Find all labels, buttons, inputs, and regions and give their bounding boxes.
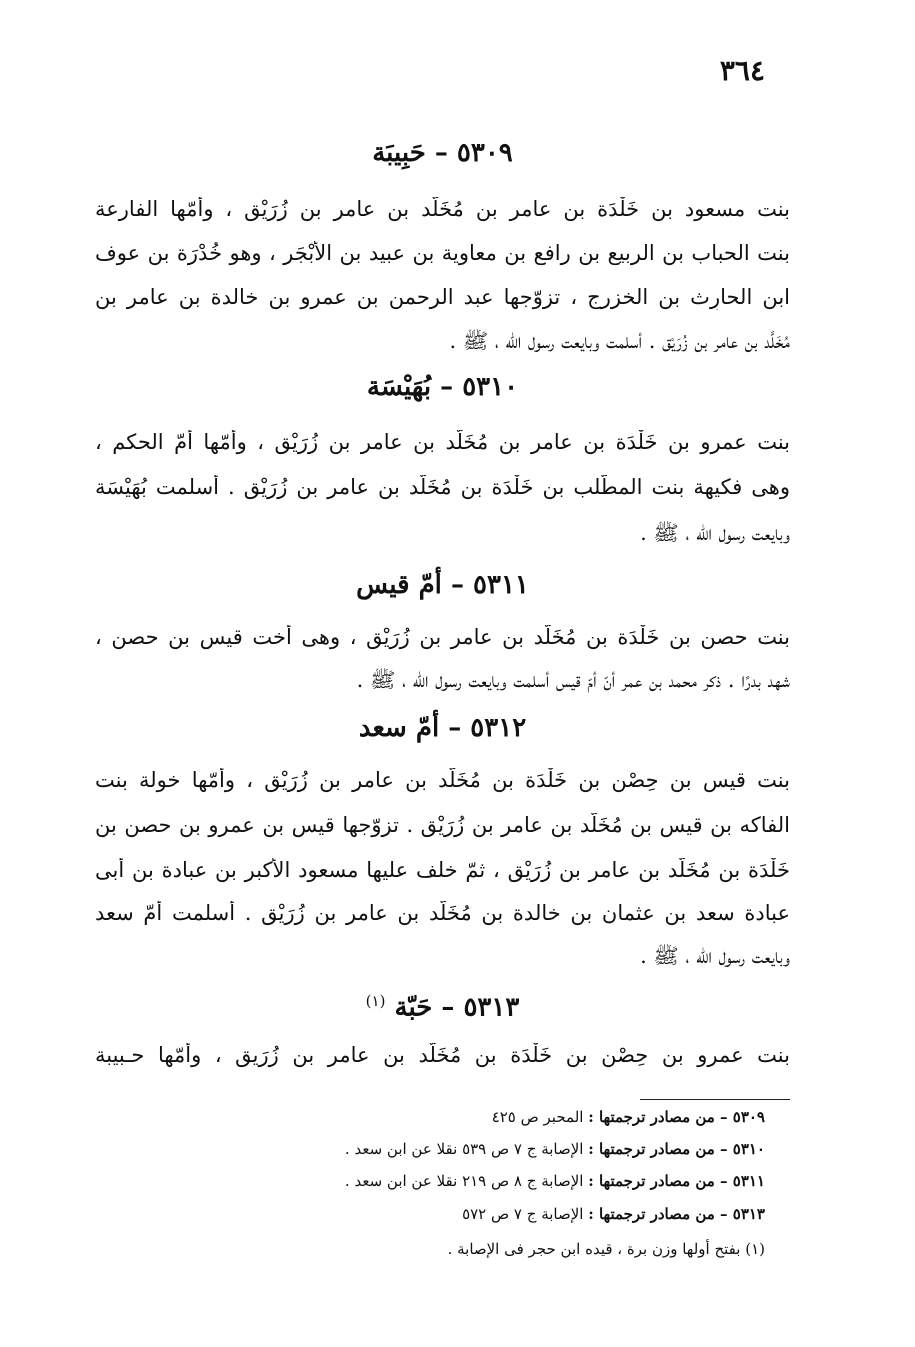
entry-line: بنت عمرو بن حِصْن بن خَلْدَة بن مُخَلَّد بن عامر بن زُرَيق ، وأمّها حـبيبة bbox=[95, 1043, 790, 1067]
entry-line: بنت حصن بن خَلْدَة بن مُخَلَّد بن عامر بن زُرَيْق ، وهى أخت قيس بن حصن ، bbox=[95, 625, 790, 649]
footnote-label: ٥٣١١ – من مصادر ترجمتها : bbox=[588, 1172, 765, 1190]
footnote-divider bbox=[640, 1099, 790, 1100]
entry-title bbox=[95, 992, 790, 1023]
footnote-text: الإصابة ج ٧ ص ٥٧٢ bbox=[462, 1205, 584, 1223]
entry-line: بنت مسعود بن خَلْدَة بن عامر بن مُخَلَّد بن عامر بن زُرَيْق ، وأمّها الفارعة bbox=[95, 197, 790, 221]
footnote-text: الإصابة ج ٨ ص ٢١٩ نقلا عن ابن سعد . bbox=[344, 1172, 584, 1190]
entry-line: وبايعت رسول الله ، ﷺ . bbox=[640, 944, 790, 968]
entry-title: ٥٣٠٩ – حَبِيبَة bbox=[372, 138, 513, 168]
footnote-label: ٥٣٠٩ – من مصادر ترجمتها : bbox=[588, 1108, 765, 1126]
entry-line: ابن الحارِث بن الخزرج ، تزوّجها عبد الرحمن بن عمرو بن خالدة بن عامر بن bbox=[95, 285, 790, 309]
entry-title: ٥٣١٢ – أمّ سعد bbox=[358, 713, 527, 743]
entry-title-text: ٥٣١٣ – حَبّة bbox=[394, 992, 520, 1023]
entry-line: بنت عمرو بن خَلْدَة بن عامر بن مُخَلَّد بن عامر بن زُرَيْق ، وأمّها أمّ الحكم ، bbox=[95, 430, 790, 454]
footnote-text: المحبر ص ٤٢٥ bbox=[491, 1108, 584, 1126]
footnote-marker: (١) bbox=[365, 992, 386, 1010]
entry-title: ٥٣١١ – أمّ قيس bbox=[356, 570, 529, 600]
footnote-text: الإصابة ج ٧ ص ٥٣٩ نقلا عن ابن سعد . bbox=[344, 1140, 584, 1158]
page-number: ٣٦٤ bbox=[719, 54, 765, 87]
footnote bbox=[165, 1240, 765, 1258]
footnote bbox=[165, 1140, 765, 1158]
footnote-text: (١) بفتح أولها وزن برة ، قيده ابن حجر فى الإصابة . bbox=[447, 1240, 765, 1258]
entry-line: شهد بدرًا . ذكر محمد بن عمر أنّ أمّ قيس أسلمت وبايعت رسول الله ، ﷺ . bbox=[356, 668, 790, 692]
entry-line: عبادة سعد بن عثمان بن خالدة بن مُخَلَّد بن عامر بن زُرَيْق . أسلمت أمّ سعد bbox=[95, 901, 790, 925]
footnote bbox=[165, 1172, 765, 1190]
entry-line: بنت الحباب بن الربيع بن رافع بن معاوية بن عبيد بن الأَبْجَر ، وهو خُدْرَة بن عوف bbox=[95, 241, 790, 265]
entry-line: مُخَلَّد بن عامر بن زُرَيْق . أسلمت وبايعت رسول الله ، ﷺ . bbox=[449, 329, 790, 353]
entry-line: وهى فكيهة بنت المطّلب بن خَلْدَة بن مُخَلَّد بن عامر بن زُرَيْق . أسلمت بُهَيْسَة bbox=[95, 475, 790, 499]
entry-line: وبايعت رسول الله ، ﷺ . bbox=[640, 521, 790, 545]
footnote-label: ٥٣١٣ – من مصادر ترجمتها : bbox=[588, 1205, 765, 1223]
entry-line: بنت قيس بن حِصْن بن خَلْدَة بن مُخَلَّد بن عامر بن زُرَيْق ، وأمّها خولة بنت bbox=[95, 768, 790, 792]
entry-line: الفاكه بن قيس بن مُخَلَّد بن عامر بن زُرَيْق . تزوّجها قيس بن عمرو بن حصن بن bbox=[95, 813, 790, 837]
entry-title: ٥٣١٠ – بُهَيْسَة bbox=[366, 372, 519, 402]
footnote bbox=[165, 1205, 765, 1223]
footnote bbox=[165, 1108, 765, 1126]
footnote-label: ٥٣١٠ – من مصادر ترجمتها : bbox=[588, 1140, 765, 1158]
entry-line: خَلْدَة بن مُخَلَّد بن عامر بن زُرَيْق ، ثمّ خلف عليها مسعود الأكبر بن عبادة بن أبى bbox=[95, 858, 790, 882]
